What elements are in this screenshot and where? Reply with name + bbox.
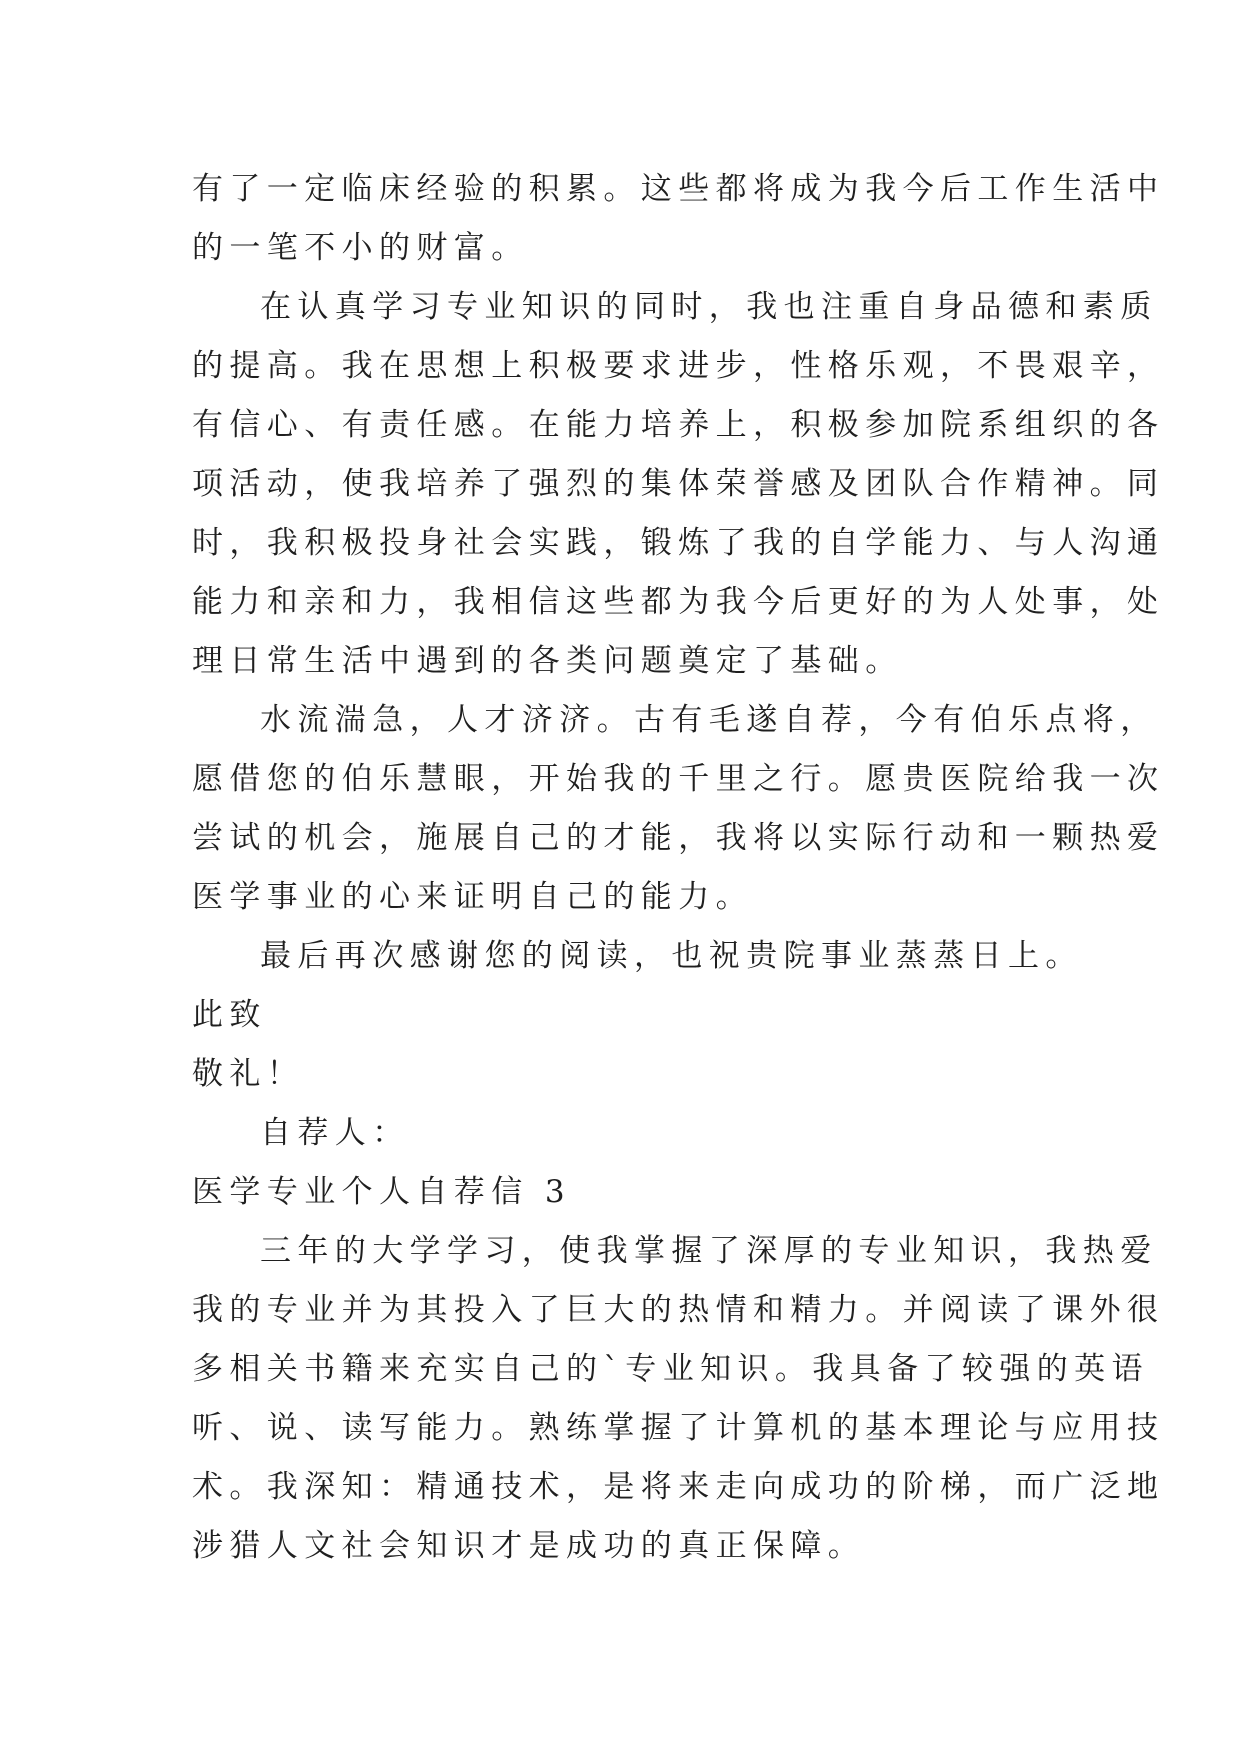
text-line: 在认真学习专业知识的同时，我也注重自身品德和素质 <box>260 289 1158 325</box>
text-line: 医学事业的心来证明自己的能力。 <box>192 879 753 915</box>
text-line: 自荐人： <box>260 1115 410 1151</box>
text-line: 有信心、有责任感。在能力培养上，积极参加院系组织的各 <box>192 407 1165 443</box>
text-line: 术。我深知：精通技术，是将来走向成功的阶梯，而广泛地 <box>192 1469 1165 1505</box>
text-line: 水流湍急，人才济济。古有毛遂自荐，今有伯乐点将， <box>260 702 1158 738</box>
text-line: 愿借您的伯乐慧眼，开始我的千里之行。愿贵医院给我一次 <box>192 761 1165 797</box>
text-line: 项活动，使我培养了强烈的集体荣誉感及团队合作精神。同 <box>192 466 1165 502</box>
text-line: 能力和亲和力，我相信这些都为我今后更好的为人处事，处 <box>192 584 1165 620</box>
text-line: 听、说、读写能力。熟练掌握了计算机的基本理论与应用技 <box>192 1410 1165 1446</box>
text-line: 尝试的机会，施展自己的才能，我将以实际行动和一颗热爱 <box>192 820 1165 856</box>
text-line: 有了一定临床经验的积累。这些都将成为我今后工作生活中 <box>192 171 1165 207</box>
text-line: 敬礼！ <box>192 1056 305 1092</box>
text-line: 的一笔不小的财富。 <box>192 230 529 266</box>
text-line: 的提高。我在思想上积极要求进步，性格乐观，不畏艰辛， <box>192 348 1165 384</box>
text-line: 最后再次感谢您的阅读，也祝贵院事业蒸蒸日上。 <box>260 938 1083 974</box>
text-line: 三年的大学学习，使我掌握了深厚的专业知识，我热爱 <box>260 1233 1158 1269</box>
text-line: 医学专业个人自荐信 3 <box>192 1174 571 1210</box>
text-line: 涉猎人文社会知识才是成功的真正保障。 <box>192 1528 866 1564</box>
text-line: 理日常生活中遇到的各类问题奠定了基础。 <box>192 643 903 679</box>
text-line: 此致 <box>192 997 267 1033</box>
text-line: 时，我积极投身社会实践，锻炼了我的自学能力、与人沟通 <box>192 525 1165 561</box>
text-line: 我的专业并为其投入了巨大的热情和精力。并阅读了课外很 <box>192 1292 1165 1328</box>
text-line: 多相关书籍来充实自己的`专业知识。我具备了较强的英语 <box>192 1351 1149 1387</box>
document-body <box>192 160 1165 1576</box>
